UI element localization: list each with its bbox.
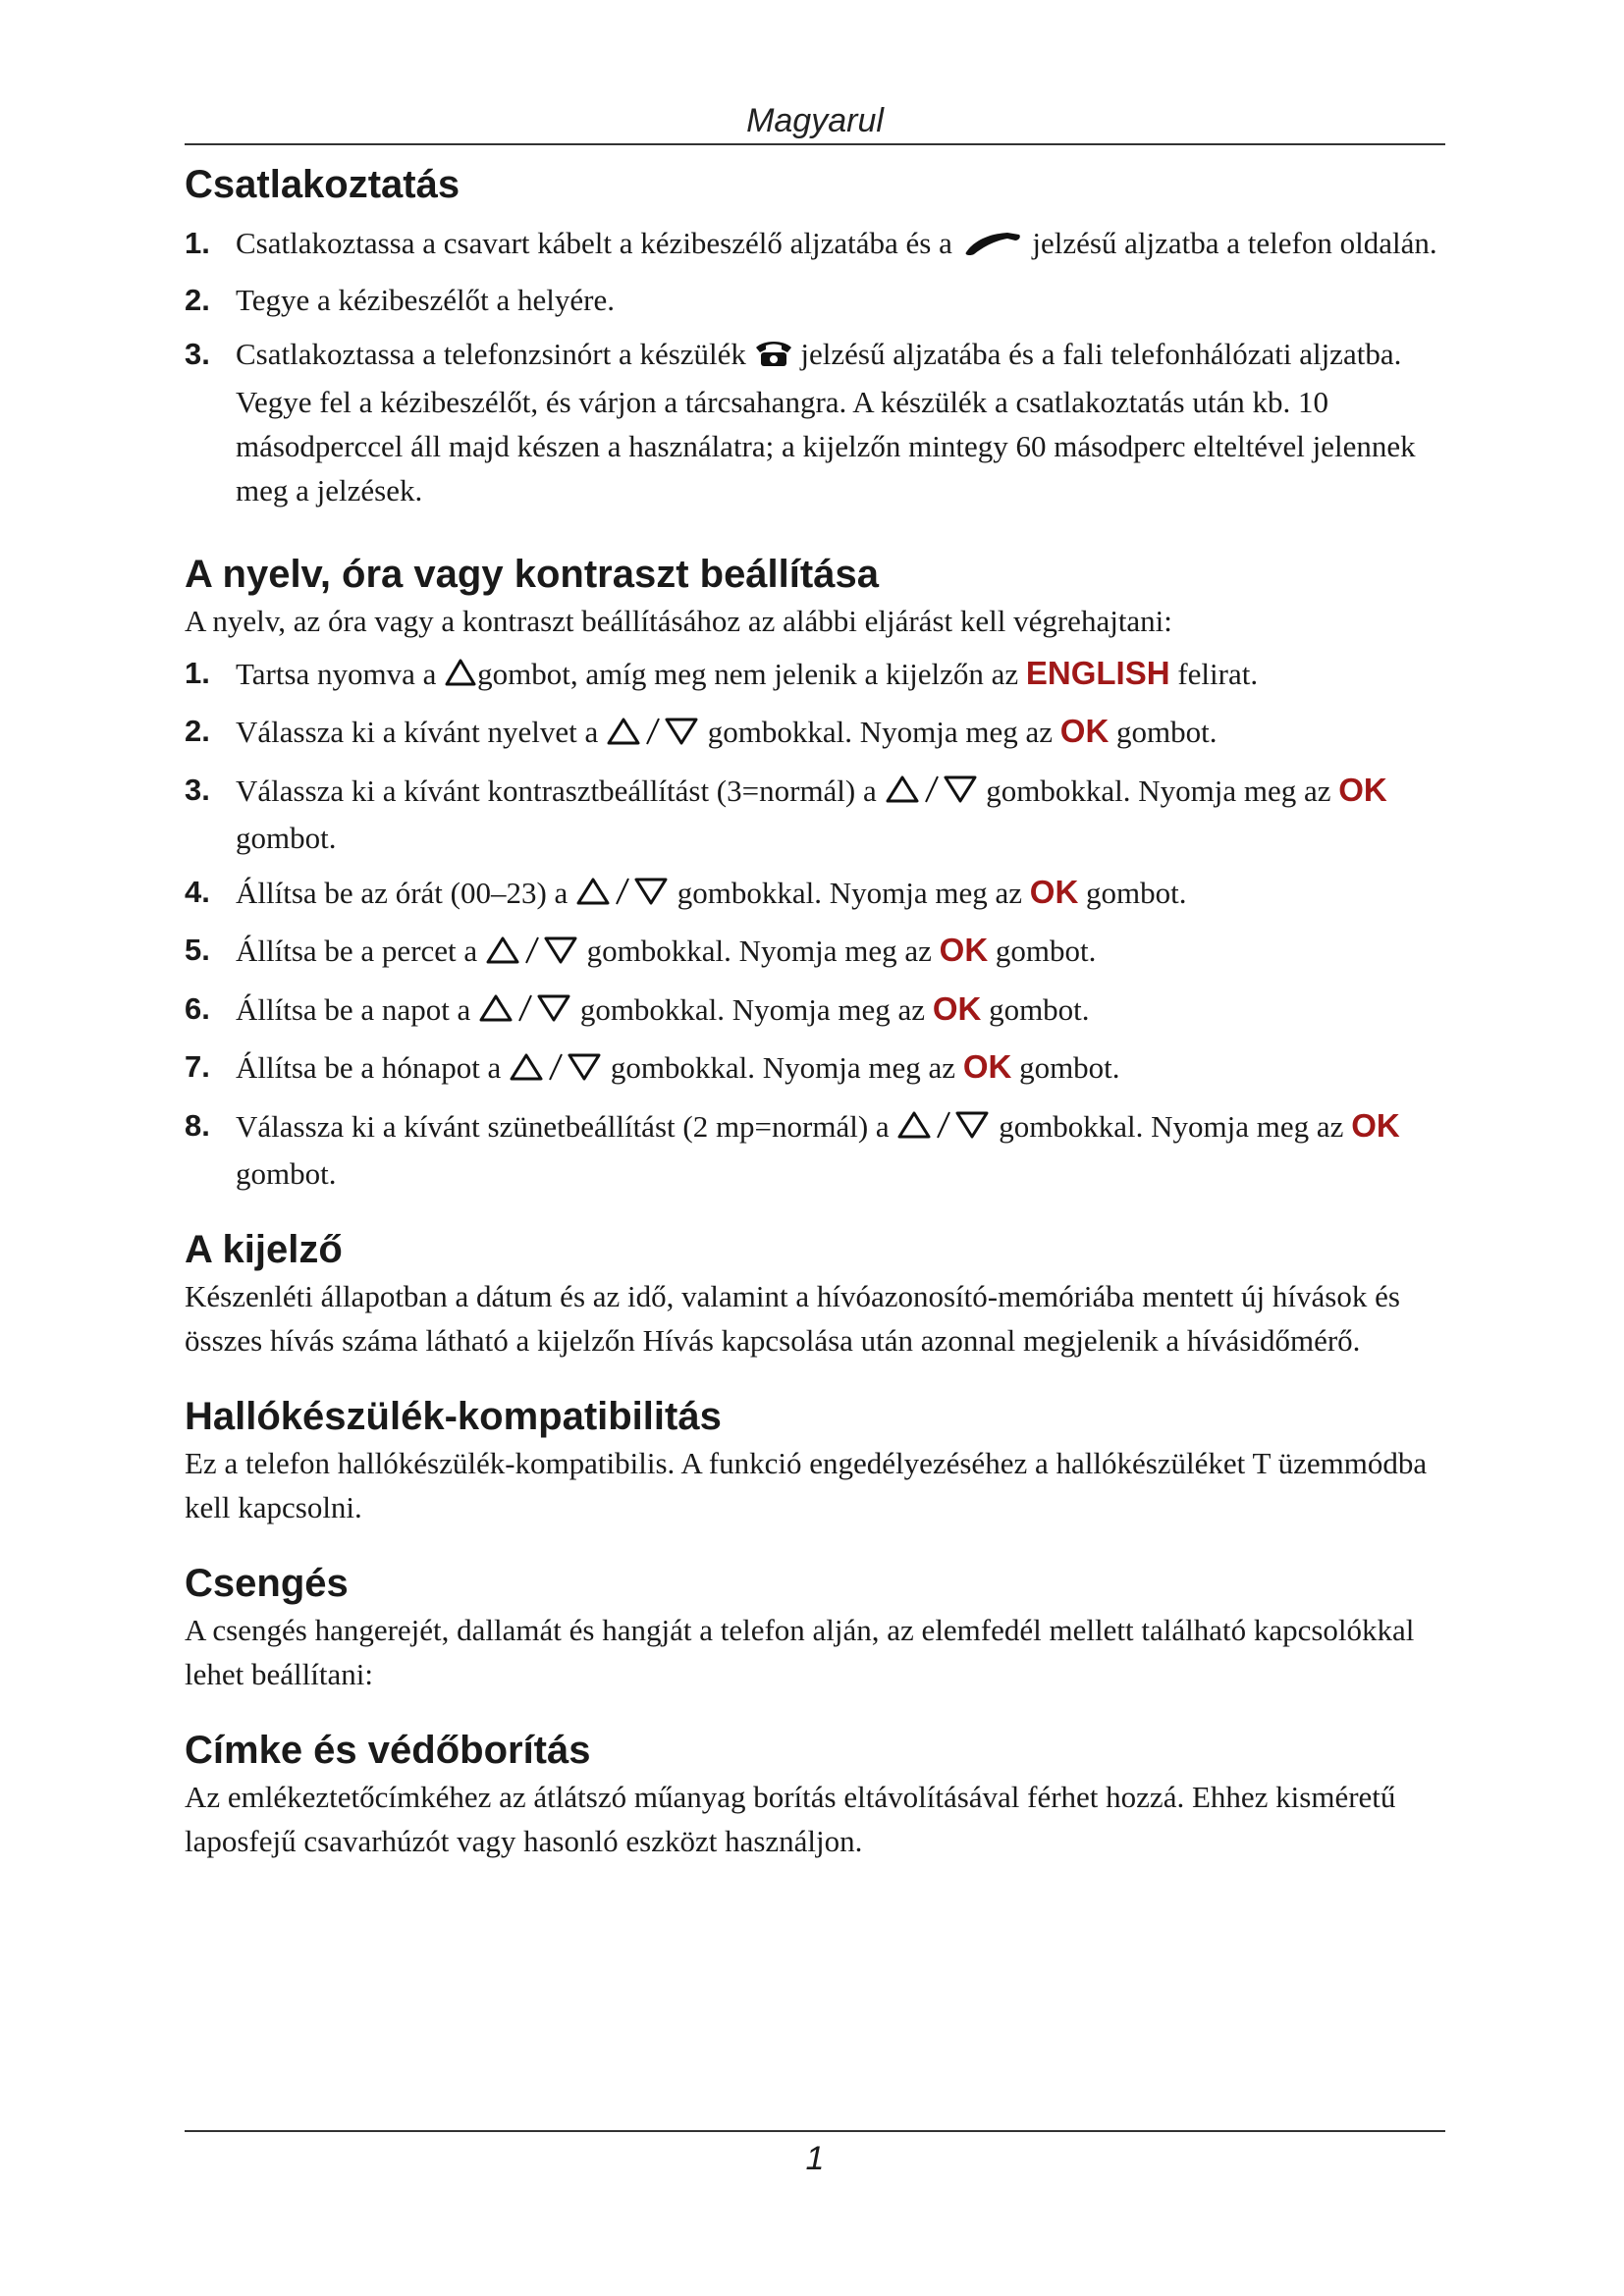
list-item (185, 651, 1451, 699)
section-text: Ez a telefon hallókészülék-kompatibilis. A funkció engedélyezéséhez a hallókészüléket T üzemmódba kell kapcsolni. (185, 1445, 1428, 1524)
page-header: Magyarul (746, 102, 884, 139)
item-text: gombokkal. Nyomja meg az (999, 1108, 1344, 1144)
list-item (185, 870, 1451, 918)
key-label: OK (1059, 713, 1110, 750)
item-text: gombot. (236, 1155, 337, 1191)
item-text: gombokkal. Nyomja meg az (707, 715, 1054, 750)
up-down-arrows-icon (606, 714, 700, 758)
item-number: 8. (185, 1107, 210, 1143)
key-label: OK (939, 932, 989, 969)
up-down-arrows-icon (509, 1049, 603, 1094)
section-title: Csatlakoztatás (185, 163, 460, 206)
key-label: OK (1029, 873, 1079, 910)
item-number: 2. (185, 714, 210, 749)
item-text: Tegye a kézibeszélőt a helyére. (236, 283, 615, 318)
item-text: Válassza ki a kívánt kontrasztbeállítást (3=normál) a (236, 773, 877, 808)
item-text: jelzésű aljzatába és a fali telefonhálózati aljzatba. Vegye fel a kézibeszélőt, és várjon a tárcsahangra. A készülék a csatlakoztatás után kb. 10 másodperccel áll majd készen a használatra; a kijelzőn mintegy 60 másodperc elteltével jelennek meg a jelzések. (236, 337, 1416, 507)
section-text: Készenléti állapotban a dátum és az idő, valamint a hívóazonosító-memóriába mentett új hívások és összes hívás száma látható a kijelzőn Hívás kapcsolása után azonnal megjelenik a hívásidőmérő. (185, 1278, 1400, 1358)
item-number: 1. (185, 655, 210, 690)
item-text: gombot. (995, 934, 1097, 969)
key-label: OK (932, 989, 982, 1027)
key-label: OK (1338, 771, 1387, 808)
item-text: Állítsa be a percet a (236, 934, 478, 969)
up-down-arrows-icon (575, 874, 670, 918)
header-rule (185, 143, 1445, 145)
page-number: 1 (805, 2140, 825, 2177)
list-item (185, 278, 1451, 322)
section-title: Címke és védőborítás (185, 1728, 591, 1772)
list-item (185, 768, 1451, 860)
item-text: Csatlakoztassa a csavart kábelt a kézibeszélő aljzatába és a (236, 226, 952, 260)
up-down-arrows-icon (478, 990, 572, 1035)
section-text: Az emlékeztetőcímkéhez az átlátszó műanyag borítás eltávolításával férhet hozzá. Ehhez kisméretű laposfejű csavarhúzót vagy hasonló eszközt használjon. (185, 1779, 1396, 1858)
item-number: 4. (185, 874, 210, 909)
item-text: Válassza ki a kívánt szünetbeállítást (2 mp=normál) a (236, 1108, 890, 1144)
item-text: gombokkal. Nyomja meg az (610, 1050, 956, 1086)
item-text: felirat. (1177, 656, 1259, 691)
section-connect (185, 160, 1451, 512)
section-settings (185, 550, 1451, 1196)
item-text: gombot, amíg meg nem jelenik a kijelzőn az (477, 656, 1019, 691)
key-label: OK (962, 1048, 1012, 1086)
section-title: Hallókészülék-kompatibilitás (185, 1394, 722, 1438)
item-number: 7. (185, 1049, 210, 1085)
item-text: Állítsa be a napot a (236, 991, 471, 1027)
item-number: 3. (185, 337, 210, 372)
up-arrow-icon (444, 655, 477, 699)
section-intro: A nyelv, az óra vagy a kontraszt beállításához az alábbi eljárást kell végrehajtani: (185, 603, 1172, 638)
item-number: 3. (185, 772, 210, 807)
item-text: gombot. (1019, 1050, 1120, 1086)
section-display (185, 1225, 1451, 1362)
list-item (185, 709, 1451, 757)
item-text: gombot. (1116, 715, 1218, 750)
key-label: ENGLISH (1025, 654, 1170, 691)
document-body (185, 160, 1451, 1863)
list-item (185, 1103, 1451, 1196)
list-item (185, 332, 1451, 511)
up-down-arrows-icon (885, 772, 979, 816)
item-text: gombot. (989, 991, 1090, 1027)
section-title: Csengés (185, 1561, 349, 1605)
list-item (185, 987, 1451, 1035)
item-text: Válassza ki a kívánt nyelvet a (236, 715, 599, 750)
item-number: 1. (185, 226, 210, 260)
item-number: 6. (185, 990, 210, 1026)
item-number: 5. (185, 933, 210, 968)
section-title: A kijelző (185, 1227, 343, 1271)
section-title: A nyelv, óra vagy kontraszt beállítása (185, 552, 879, 596)
section-label (185, 1726, 1451, 1863)
footer-rule (185, 2130, 1445, 2132)
section-hearing (185, 1392, 1451, 1529)
key-label: OK (1351, 1106, 1400, 1144)
telephone-icon (754, 336, 793, 380)
section-text: A csengés hangerejét, dallamát és hangját a telefon alján, az elemfedél mellett található kapcsolókkal lehet beállítani: (185, 1612, 1415, 1691)
item-text: Állítsa be az órát (00–23) a (236, 875, 568, 910)
up-down-arrows-icon (896, 1107, 991, 1151)
handset-icon (960, 224, 1025, 268)
item-text: gombokkal. Nyomja meg az (986, 773, 1331, 808)
item-text: gombot. (236, 820, 337, 855)
item-text: jelzésű aljzatba a telefon oldalán. (1032, 226, 1437, 260)
item-text: gombot. (1086, 875, 1187, 910)
item-number: 2. (185, 283, 210, 318)
item-text: gombokkal. Nyomja meg az (586, 934, 932, 969)
up-down-arrows-icon (485, 933, 579, 977)
list-item (185, 1044, 1451, 1093)
item-text: Állítsa be a hónapot a (236, 1050, 502, 1086)
item-text: gombokkal. Nyomja meg az (677, 875, 1023, 910)
list-item (185, 221, 1451, 268)
item-text: gombokkal. Nyomja meg az (579, 991, 926, 1027)
list-item (185, 928, 1451, 976)
item-text: Tartsa nyomva a (236, 656, 437, 691)
section-ring (185, 1559, 1451, 1696)
item-text: Csatlakoztassa a telefonzsinórt a készülék (236, 337, 746, 372)
